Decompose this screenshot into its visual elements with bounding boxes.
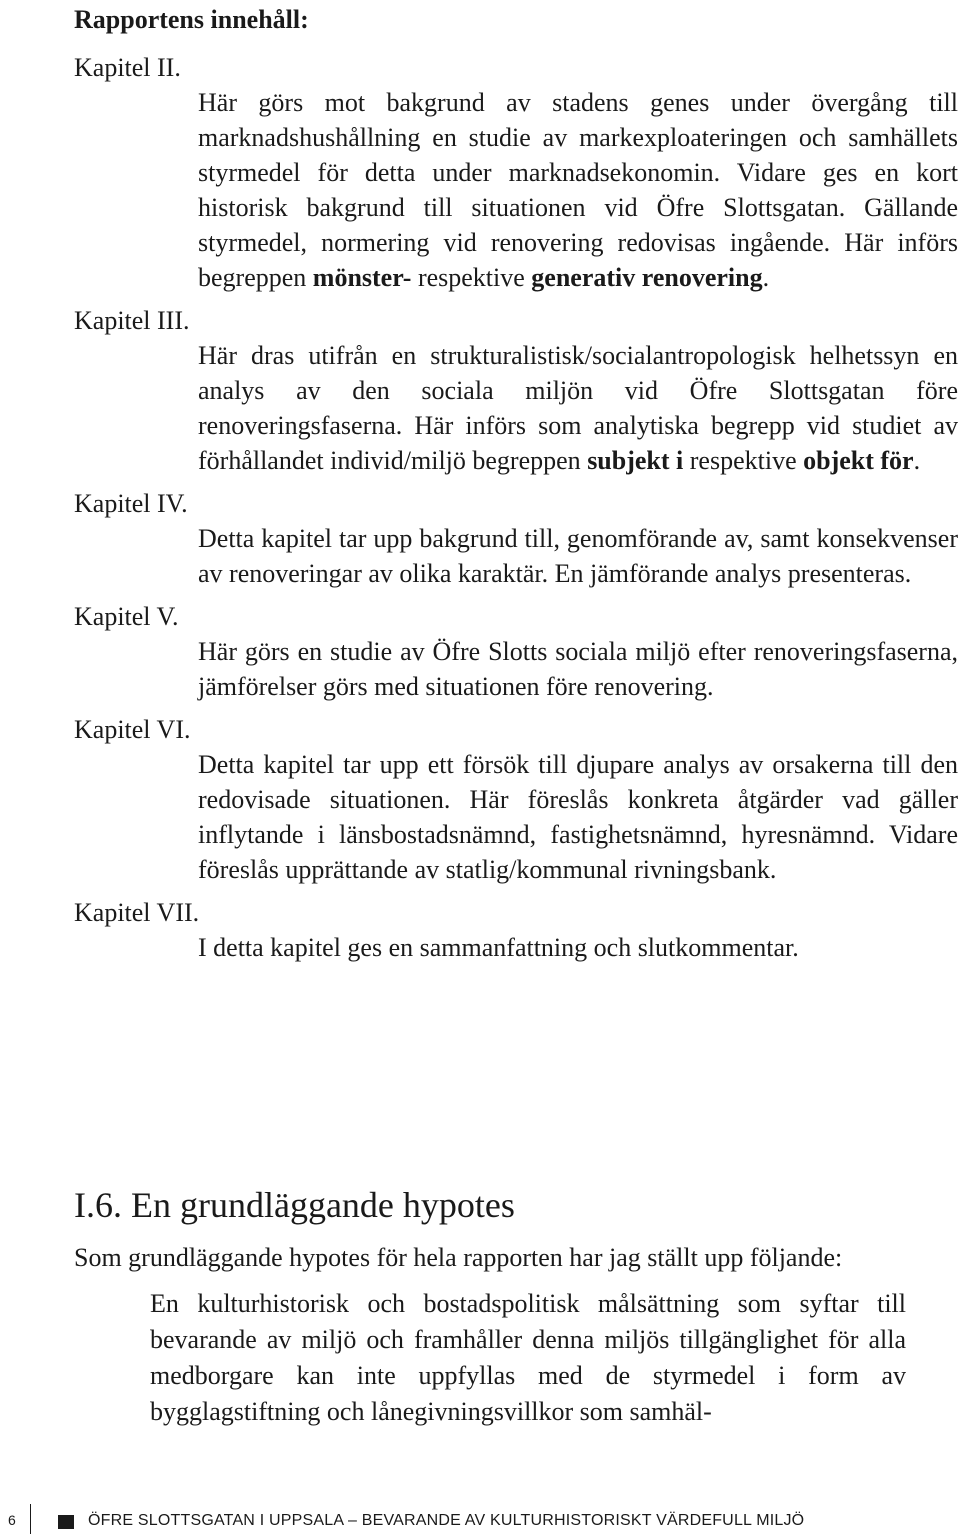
text-run: Här görs en studie av Öfre Slotts sociala miljö efter renoveringsfaserna, jämförelser görs med situationen före renovering.	[198, 637, 958, 701]
text-run: I detta kapitel ges en sammanfattning och slutkommentar.	[198, 933, 799, 962]
text-run: Här görs mot bakgrund av stadens genes under övergång till marknadshushållning en studie av markexploateringen och samhällets styrmedel för detta under marknadsekonomin. Vidare ges en kort historisk bakgrund till situationen vid Öfre Slottsgatan. Gällande styrmedel, normering vid renovering redovisas ingående. Här införs begreppen	[198, 88, 958, 292]
footer-title: ÖFRE SLOTTSGATAN I UPPSALA – BEVARANDE AV KULTURHISTORISKT VÄRDEFULL MILJÖ	[88, 1512, 805, 1529]
text-run: Detta kapitel tar upp ett försök till djupare analys av orsakerna till den redovisade situationen. Här föreslås konkreta åtgärder vad gäller inflytande i länsbostadsnämnd, fastighetsnämnd, hyresnämnd. Vidare föreslås upprättande av statlig/kommunal rivningsbank.	[198, 750, 958, 884]
chapter-entry	[74, 50, 958, 295]
contents-heading: Rapportens innehåll:	[74, 5, 309, 34]
bold-term: generativ renovering	[531, 263, 763, 292]
bold-term: objekt för	[803, 446, 914, 475]
chapter-description	[198, 338, 958, 478]
text-run: respektive	[683, 446, 804, 475]
chapter-entry	[74, 712, 958, 887]
chapter-list	[74, 50, 958, 973]
chapter-label: Kapitel III.	[74, 306, 190, 335]
chapter-label: Kapitel VII.	[74, 898, 200, 927]
footer-divider	[30, 1504, 31, 1534]
bold-term: mönster-	[312, 263, 412, 292]
chapter-entry	[74, 303, 958, 478]
text-run: respektive	[411, 263, 532, 292]
hypothesis-text: En kulturhistorisk och bostadspolitisk målsättning som syftar till bevarande av miljö och framhåller denna miljös tillgänglighet för alla medborgare kan inte uppfyllas med de styrmedel i form av bygglagstiftning och lånegivningsvillkor som samhäl-	[150, 1289, 906, 1426]
text-run: Här dras utifrån en strukturalistisk/socialantropologisk helhetssyn en analys av den sociala miljön vid Öfre Slottsgatan före renoveringsfaserna. Här införs som analytiska begrepp vid studiet av förhållandet individ/miljö begreppen	[198, 341, 958, 475]
hypothesis-intro: Som grundläggande hypotes för hela rapporten har jag ställt upp följande:	[74, 1243, 843, 1272]
chapter-entry	[74, 599, 958, 704]
text-run: Detta kapitel tar upp bakgrund till, genomförande av, samt konsekvenser av renoveringar av olika karaktär. En jämförande analys presenteras.	[198, 524, 958, 588]
section-heading: I.6. En grundläggande hypotes	[74, 1185, 515, 1225]
chapter-label: Kapitel VI.	[74, 715, 191, 744]
bold-term: subjekt i	[587, 446, 684, 475]
chapter-entry	[74, 486, 958, 591]
chapter-description	[198, 521, 958, 591]
chapter-description	[198, 747, 958, 887]
footer-square-icon	[58, 1515, 74, 1529]
chapter-description	[198, 930, 958, 965]
chapter-entry	[74, 895, 954, 965]
page-number: 6	[8, 1512, 16, 1528]
chapter-label: Kapitel V.	[74, 602, 179, 631]
chapter-label: Kapitel IV.	[74, 489, 188, 518]
chapter-description	[198, 634, 958, 704]
chapter-label: Kapitel II.	[74, 53, 181, 82]
text-run: .	[762, 263, 770, 292]
chapter-description	[198, 85, 958, 295]
text-run: .	[913, 446, 921, 475]
page-footer	[0, 1504, 960, 1534]
